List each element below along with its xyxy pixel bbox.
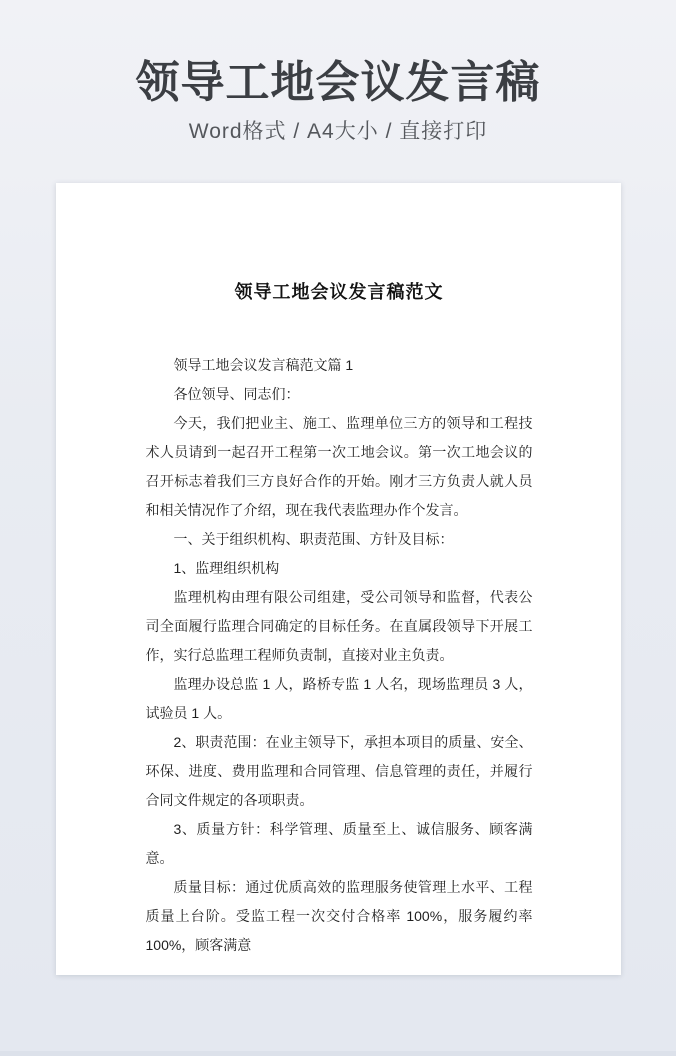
page-title: 领导工地会议发言稿 (135, 58, 541, 107)
bottom-edge-strip (0, 1051, 676, 1056)
document-paragraph: 领导工地会议发言稿范文篇 1 (173, 357, 354, 373)
header-banner (0, 0, 676, 147)
document-paragraph: 一、关于组织机构、职责范围、方针及目标： (173, 531, 454, 547)
document-body (146, 351, 533, 960)
document-paragraph: 各位领导、同志们： (173, 386, 300, 402)
document-paragraph: 监理机构由理有限公司组建，受公司领导和监督，代表公司全面履行监理合同确定的目标任务。在直属段领导下开展工作，实行总监理工程师负责制，直接对业主负责。 (145, 589, 533, 663)
document-paragraph: 2、职责范围：在业主领导下，承担本项目的质量、安全、环保、进度、费用监理和合同管理、信息管理的责任，并履行合同文件规定的各项职责。 (145, 734, 533, 808)
document-paragraph: 质量目标：通过优质高效的监理服务使管理上水平、工程质量上台阶。受监工程一次交付合格率 100%，服务履约率 100%，顾客满意 (145, 879, 533, 953)
document-paragraph: 1、监理组织机构 (173, 560, 280, 576)
document-paragraph: 今天，我们把业主、施工、监理单位三方的领导和工程技术人员请到一起召开工程第一次工地会议。第一次工地会议的召开标志着我们三方良好合作的开始。刚才三方负责人就人员和相关情况作了介绍，现在我代表监理办作个发言。 (145, 415, 533, 518)
document-title: 领导工地会议发言稿范文 (234, 282, 444, 302)
document-page-preview (56, 183, 621, 975)
document-paragraph: 3、质量方针：科学管理、质量至上、诚信服务、顾客满意。 (145, 821, 533, 866)
document-paragraph: 监理办设总监 1 人，路桥专监 1 人名，现场监理员 3 人，试验员 1 人。 (145, 676, 533, 721)
page-subtitle: Word格式 / A4大小 / 直接打印 (188, 120, 488, 143)
